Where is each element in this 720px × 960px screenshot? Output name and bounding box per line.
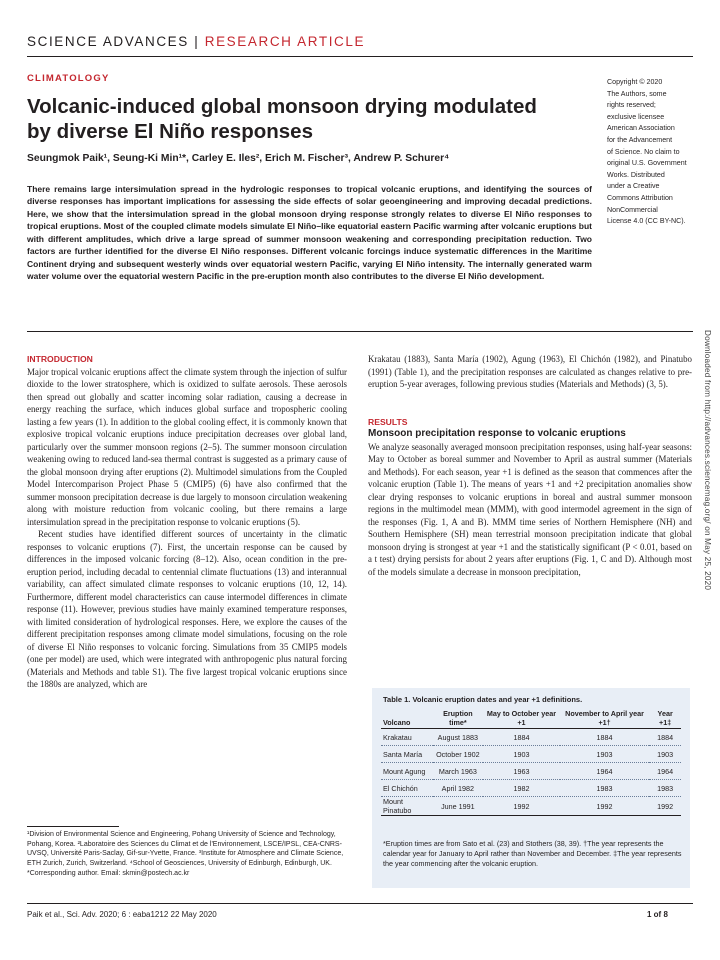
table-cell: 1983	[649, 780, 681, 797]
table-cell: 1983	[560, 780, 650, 797]
table-cell: 1884	[649, 729, 681, 746]
title-line-2: by diverse El Niño responses	[27, 120, 313, 143]
table-cell: 1903	[649, 746, 681, 763]
citation: Paik et al., Sci. Adv. 2020; 6 : eaba1212 22 May 2020	[27, 910, 217, 919]
header-separator: |	[194, 34, 200, 49]
title-line-1: Volcanic-induced global monsoon drying modulated	[27, 95, 537, 118]
intro-paragraph-1: Major tropical volcanic eruptions affect the climate system through the injection of sulfur dioxide to the lower stratosphere, which is oxidized to sulfate aerosols. These aerosols then spread out globally and scatter incoming solar radiation, causing a decrease in energy reaching the surface, which induces global surface and tropospheric cooling lasting a few years (1). In addition to the global cooling effect, it is commonly known that explosive tropical volcanic eruptions induce precipitation decreases over global land, particularly over the summer monsoon regions (2–5). The summer monsoon circulation weakening owing to reduced land-sea thermal contrast is suggested as a primary cause of the global monsoon drying after eruptions (2). Multimodel simulations from the Coupled Model Intercomparison Project Phase 5 (CMIP5) (6) have also confirmed that the summer monsoon precipitation decrease is due largely to monsoon circulation weakening along with moisture reduction from volcanic cooling, but there remains a large intersimulation spread in the precipitation response to volcanic eruptions (5).	[27, 366, 347, 527]
corresponding-author: *Corresponding author. Email: skmin@postech.ac.kr	[27, 869, 190, 877]
eruption-table	[381, 709, 681, 816]
abstract: There remains large intersimulation spread in the hydrologic responses to tropical volcanic eruptions, and identifying the sources of diverse responses has important implications for assessing the side effects of solar geoengineering and improving decadal predictions. Here, we show that the intersimulation spread in the global monsoon drying response strongly relates to diverse El Niño responses to tropical eruptions. Most of the coupled climate models simulate El Niño–like equatorial eastern Pacific warming after volcanic eruptions but with different amplitudes, which drive a large spread of summer monsoon weakening and corresponding precipitation reduction. Two factors are further identified for the diverse El Niño responses. Different volcanic forcings induce systematic differences in the Maritime Continent drying and subsequent westerly winds over equatorial western Pacific, varying El Niño intensity. The internally generated warm water volume over the equatorial western Pacific in the pre-eruption month also contributes to the diverse El Niño development.	[27, 184, 592, 282]
journal-header	[27, 34, 365, 49]
page-number: 1 of 8	[647, 910, 668, 919]
table-cell: 1903	[560, 746, 650, 763]
table-row	[381, 780, 681, 797]
footer-rule	[27, 903, 693, 904]
copyright-notice	[607, 77, 699, 228]
table-row	[381, 729, 681, 746]
table-cell: Mount Agung	[381, 763, 433, 780]
table-cell: 1992	[483, 797, 560, 816]
table-header-may-oct: May to October year +1	[483, 709, 560, 729]
copyright-line: NonCommercial	[607, 205, 658, 214]
article-type: RESEARCH ARTICLE	[204, 34, 366, 49]
table-cell: 1992	[649, 797, 681, 816]
table-header-volcano: Volcano	[381, 709, 433, 729]
author-list: Seungmok Paik¹, Seung-Ki Min¹*, Carley E. Iles², Erich M. Fischer³, Andrew P. Schurer⁴	[27, 153, 450, 164]
table-cell: Krakatau	[381, 729, 433, 746]
table-row	[381, 763, 681, 780]
table-cell: El Chichón	[381, 780, 433, 797]
table-cell: March 1963	[433, 763, 484, 780]
table-cell: 1884	[560, 729, 650, 746]
abstract-rule	[27, 331, 693, 332]
section-tag: CLIMATOLOGY	[27, 73, 110, 84]
table-cell: June 1991	[433, 797, 484, 816]
copyright-line: under a Creative	[607, 182, 660, 191]
copyright-line: for the Advancement	[607, 135, 673, 144]
copyright-line: original U.S. Government	[607, 159, 687, 168]
article-title	[27, 94, 587, 144]
intro-paragraph-2: Recent studies have identified different sources of uncertainty in the climatic responses to volcanic eruptions (7). First, the uncertain response can be caused by differences in the imposed volcanic forcing (8–12). Also, ocean condition in the pre-eruption period, including decadal to centennial climate fluctuations (13) and interannual variability, can affect simulated climate responses to volcanic eruptions (10, 12, 14). Furthermore, different model characteristics can cause intermodel differences in climate response (11). However, previous studies have mainly examined temperature responses, with limited consideration of hydrological responses. Here, we explore the causes of the different precipitation responses among climate model simulations, focusing on the role of diverse El Niño responses to volcanic forcing. Simulations from 35 CMIP5 models (one per model) are used, which were integrated with anthropogenic plus natural forcing (Materials and Methods and table S1). The five largest tropical volcanic eruptions since the 1880s are analyzed, which are	[27, 529, 347, 690]
copyright-line: The Authors, some	[607, 89, 667, 98]
table-cell: Mount Pinatubo	[381, 797, 433, 816]
copyright-line: Copyright © 2020	[607, 78, 663, 86]
copyright-line: Commons Attribution	[607, 193, 673, 202]
table-header-nov-apr: November to April year +1†	[560, 709, 650, 729]
table-cell: 1964	[649, 763, 681, 780]
introduction-heading: INTRODUCTION	[27, 354, 93, 364]
footnote-rule	[27, 826, 119, 827]
table-cell: August 1883	[433, 729, 484, 746]
table-cell: 1963	[483, 763, 560, 780]
table-cell: Santa María	[381, 746, 433, 763]
right-column	[368, 353, 692, 578]
results-subheading: Monsoon precipitation response to volcanic eruptions	[368, 428, 626, 440]
affiliations	[27, 830, 351, 879]
results-paragraph: We analyze seasonally averaged monsoon precipitation responses, using half-year seasons: May to October as boreal summer and November to April as austral summer (Materials and Methods). For each season, year +1 is defined as the season that commences after the volcanic eruption (Table 1). The means of years +1 and +2 precipitation anomalies show clear drying responses to volcanic eruptions in boreal and austral summer monsoon regions in the multimodel mean (MMM), with good intermodel agreement in the sign of the responses (Fig. 1, A and B). MMM time series of Northern Hemisphere (NH) and Southern Hemisphere (SH) mean terrestrial monsoon precipitation indicate that global monsoon drying is strongest at year +1 and the statistically significant (P < 0.01, based on a t test) drying persists for about 2 years after eruptions (Fig. 1, C and D). Although most of the models simulate a decrease in monsoon precipitation,	[368, 441, 692, 577]
intro-paragraph-continued: Krakatau (1883), Santa María (1902), Agung (1963), El Chichón (1982), and Pinatubo (1991) (Table 1), and the precipitation responses are calculated as changes relative to pre-eruption 5-year averages, following previous studies (Materials and Methods) (3, 5).	[368, 354, 692, 390]
table-header-year-plus-1: Year +1‡	[649, 709, 681, 729]
table-cell: October 1902	[433, 746, 484, 763]
affiliation-text: ¹Division of Environmental Science and Engineering, Pohang University of Science and Technology, Pohang, Korea. ²Laboratoire des Sciences du Climat et de l'Environnement, LSCE/IPSL, CEA-CNRS-UVSQ, Université Paris-Saclay, Gif-sur-Yvette, France. ³Institute for Atmosphere and Climate Science, ETH Zurich, Zurich, Switzerland. ⁴School of Geosciences, University of Edinburgh, Edinburgh, UK.	[27, 831, 344, 868]
copyright-line: exclusive licensee	[607, 112, 665, 121]
copyright-line: American Association	[607, 124, 675, 133]
table-cell: April 1982	[433, 780, 484, 797]
copyright-line: License 4.0 (CC BY-NC).	[607, 217, 686, 226]
table-cell: 1884	[483, 729, 560, 746]
copyright-line: of Science. No claim to	[607, 147, 680, 156]
results-heading: RESULTS	[368, 416, 408, 427]
table-cell: 1992	[560, 797, 650, 816]
copyright-line: Works. Distributed	[607, 170, 665, 179]
table-row	[381, 746, 681, 763]
left-column	[27, 353, 347, 691]
table-cell: 1964	[560, 763, 650, 780]
copyright-line: rights reserved;	[607, 101, 656, 110]
table-cell: 1903	[483, 746, 560, 763]
table-row	[381, 797, 681, 816]
header-rule	[27, 56, 693, 57]
table-header-eruption-time: Eruption time*	[433, 709, 484, 729]
table-cell: 1982	[483, 780, 560, 797]
journal-name: SCIENCE ADVANCES	[27, 34, 189, 49]
download-watermark: Downloaded from http://advances.sciencemag.org/ on May 25, 2020	[703, 330, 712, 591]
table-title: Table 1. Volcanic eruption dates and year +1 definitions.	[383, 695, 583, 704]
table-notes: *Eruption times are from Sato et al. (23) and Stothers (38, 39). †The year represents the calendar year for January to April rather than November and December. ‡The year represents the year commencing after the volcanic eruption.	[383, 839, 682, 868]
